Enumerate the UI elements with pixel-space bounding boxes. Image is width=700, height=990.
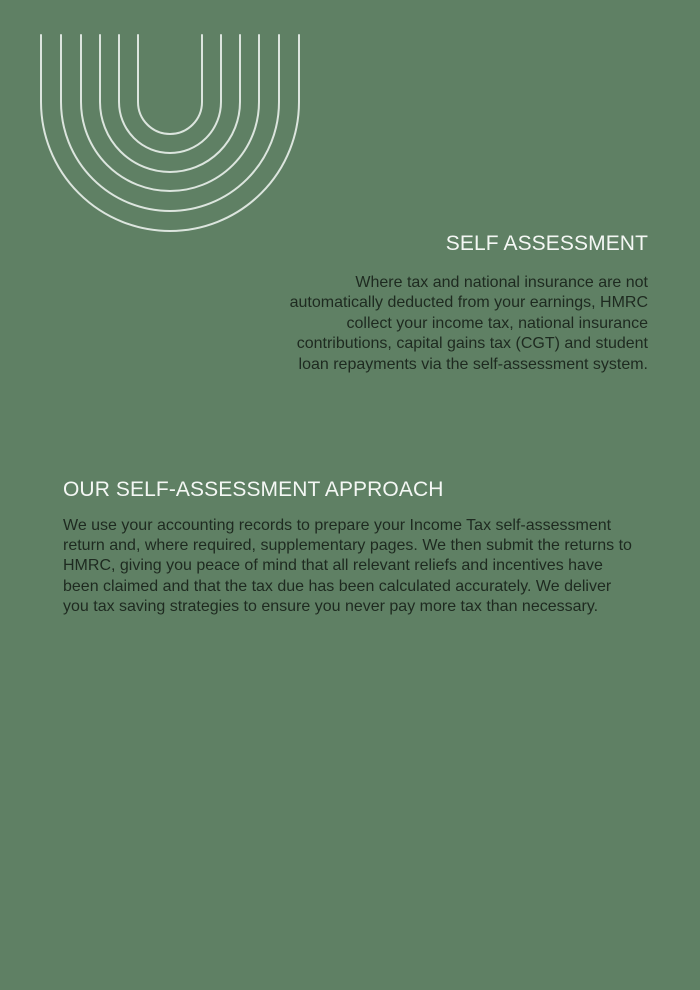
self-assessment-heading: SELF ASSESSMENT	[445, 232, 648, 255]
approach-description: We use your accounting records to prepare your Income Tax self-assessment return and, where required, supplementary pages. We then submit the returns to HMRC, giving you peace of mind that all relevant reliefs and incentives have been claimed and that the tax due has been calculated accurately. We deliver you tax saving strategies to ensure you never pay more tax than necessary.	[63, 517, 632, 615]
arch-ring-6	[138, 35, 202, 134]
arch-ring-3	[81, 35, 259, 191]
arch-ring-5	[119, 35, 221, 153]
arch-ring-2	[61, 35, 279, 211]
arch-ring-1	[41, 35, 299, 231]
arch-ring-4	[100, 35, 240, 172]
self-assessment-description: Where tax and national insurance are not automatically deducted from your earnings, HMRC collect your income tax, national insurance contributions, capital gains tax (CGT) and student loan repayments via the self-assessment system.	[289, 274, 648, 373]
nested-u-arches-icon	[36, 33, 304, 237]
approach-heading: OUR SELF-ASSESSMENT APPROACH	[63, 478, 444, 501]
